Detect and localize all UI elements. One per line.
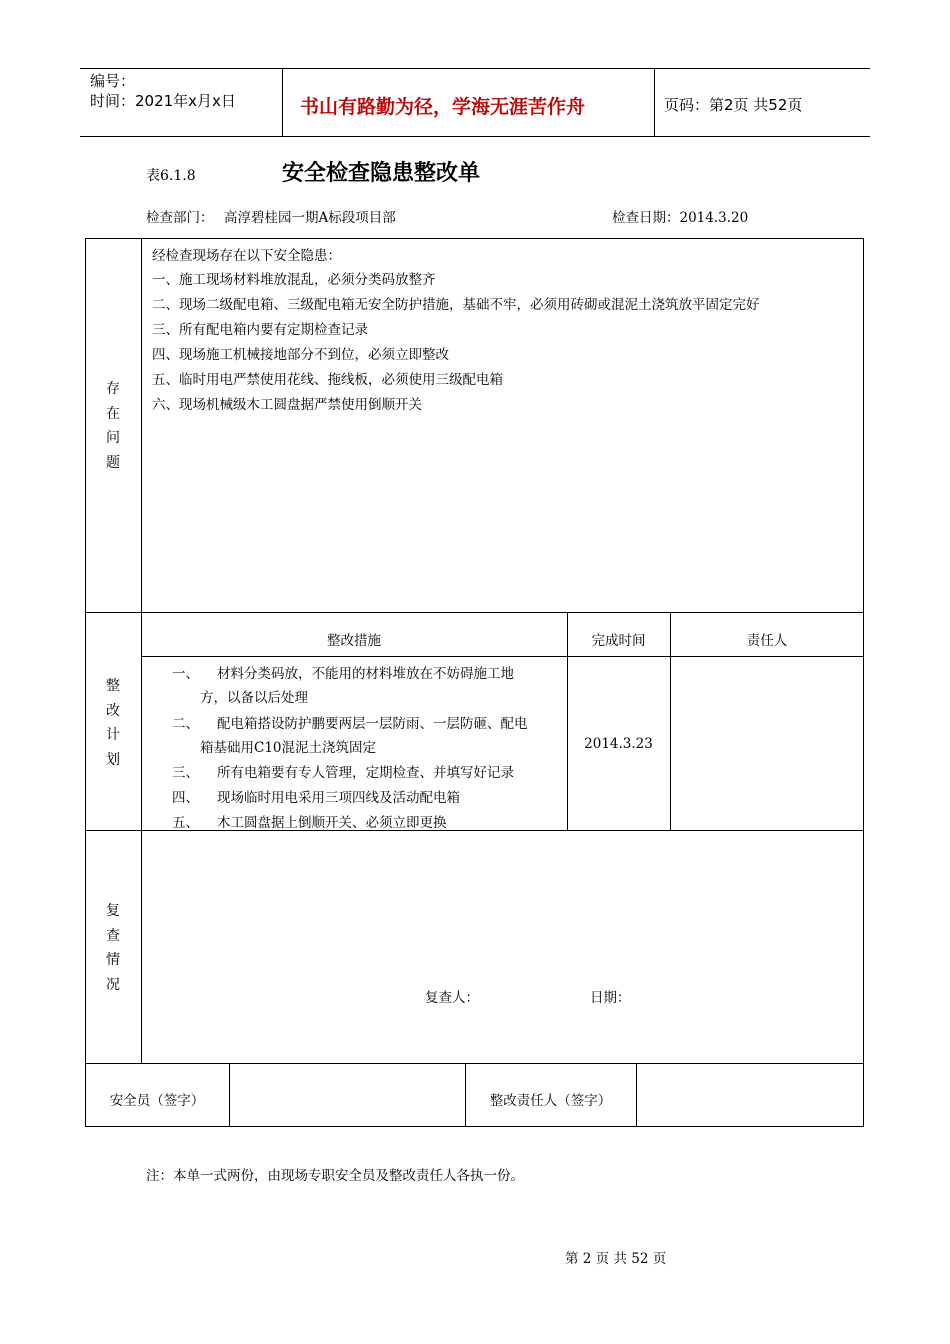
plan-item-num: 五、 — [172, 815, 199, 831]
plan-label-char: 整 — [106, 678, 120, 694]
plan-label-char: 划 — [106, 751, 120, 768]
issue-item: 五、临时用电严禁使用花线、拖线板，必须使用三级配电箱 — [152, 372, 503, 388]
review-label-char: 查 — [106, 927, 120, 944]
plan-label-char: 计 — [106, 727, 120, 743]
plan-header-time: 完成时间 — [591, 633, 646, 649]
header-bottom-rule — [80, 136, 870, 137]
plan-item-num: 一、 — [172, 666, 199, 682]
row-rule-issues-end — [85, 612, 864, 613]
plan-section-label — [85, 674, 141, 772]
issues-intro: 经检查现场存在以下安全隐患： — [152, 248, 341, 264]
row-rule-plan-end — [85, 830, 864, 831]
plan-header-measures: 整改措施 — [327, 633, 381, 649]
dept-value: 高淳碧桂园一期A标段项目部 — [224, 210, 396, 226]
page-footer: 第 2 页 共 52 页 — [565, 1251, 667, 1267]
safety-officer-signature-label: 安全员（签字） — [109, 1093, 205, 1109]
dept-label: 检查部门： — [146, 210, 214, 226]
plan-item-text: 箱基础用C10混泥土浇筑固定 — [200, 740, 377, 756]
issue-item: 一、施工现场材料堆放混乱，必须分类码放整齐 — [152, 272, 436, 288]
label-column-rule — [141, 238, 142, 1063]
review-label-char: 复 — [106, 903, 120, 919]
issue-item: 二、现场二级配电箱、三级配电箱无安全防护措施，基础不牢，必须用砖砌或混泥土浇筑放平固定完好 — [152, 297, 760, 313]
plan-label-char: 改 — [106, 702, 120, 719]
issues-section-label — [85, 377, 141, 475]
issues-label-char: 存 — [106, 381, 120, 397]
plan-item-text: 所有电箱要有专人管理，定期检查、并填写好记录 — [217, 765, 514, 781]
check-date: 检查日期：2014.3.20 — [612, 210, 749, 226]
issues-label-char: 题 — [106, 454, 120, 471]
plan-item-text: 现场临时用电采用三项四线及活动配电箱 — [217, 790, 460, 806]
plan-item-text: 配电箱搭设防护鹏要两层一层防雨、一层防砸、配电 — [217, 716, 528, 732]
issue-item: 三、所有配电箱内要有定期检查记录 — [152, 322, 368, 338]
reviewer-label: 复查人： — [425, 990, 479, 1006]
row-rule-review-end — [85, 1063, 864, 1064]
plan-item-num: 二、 — [172, 716, 199, 732]
plan-item-text: 方，以备以后处理 — [200, 690, 308, 706]
plan-item-num: 三、 — [172, 765, 199, 781]
review-date-label: 日期： — [590, 990, 631, 1006]
header-motto: 书山有路勤为径，学海无涯苦作舟 — [300, 96, 586, 118]
sign-rule-1 — [229, 1063, 230, 1127]
header-number-label: 编号： — [90, 72, 136, 90]
plan-complete-time: 2014.3.23 — [584, 736, 653, 752]
footnote: 注：本单一式两份，由现场专职安全员及整改责任人各执一份。 — [146, 1168, 524, 1184]
review-section-label — [85, 899, 141, 997]
review-label-char: 况 — [106, 976, 120, 993]
header-divider-2 — [654, 68, 655, 136]
plan-header-person: 责任人 — [746, 633, 788, 649]
plan-item-text: 木工圆盘据上倒顺开关、必须立即更换 — [217, 815, 447, 831]
header-top-rule — [80, 68, 870, 69]
header-divider-1 — [282, 68, 283, 136]
plan-item-text: 材料分类码放，不能用的材料堆放在不妨碍施工地 — [217, 666, 514, 682]
issue-item: 四、现场施工机械接地部分不到位，必须立即整改 — [152, 347, 449, 363]
table-number: 表6.1.8 — [146, 168, 196, 184]
issues-label-char: 问 — [106, 430, 120, 446]
row-rule-plan-header — [141, 656, 864, 657]
header-time-label: 时间：2021年x月x日 — [90, 92, 236, 110]
page-title: 安全检查隐患整改单 — [282, 161, 481, 186]
issue-item: 六、现场机械级木工圆盘据严禁使用倒顺开关 — [152, 397, 422, 413]
responsible-signature-label: 整改责任人（签字） — [489, 1093, 612, 1109]
review-label-char: 情 — [106, 952, 120, 968]
issues-label-char: 在 — [106, 405, 120, 422]
plan-item-num: 四、 — [172, 790, 199, 806]
header-page-label: 页码：第2页 共52页 — [664, 96, 803, 114]
sign-rule-3 — [636, 1063, 637, 1127]
